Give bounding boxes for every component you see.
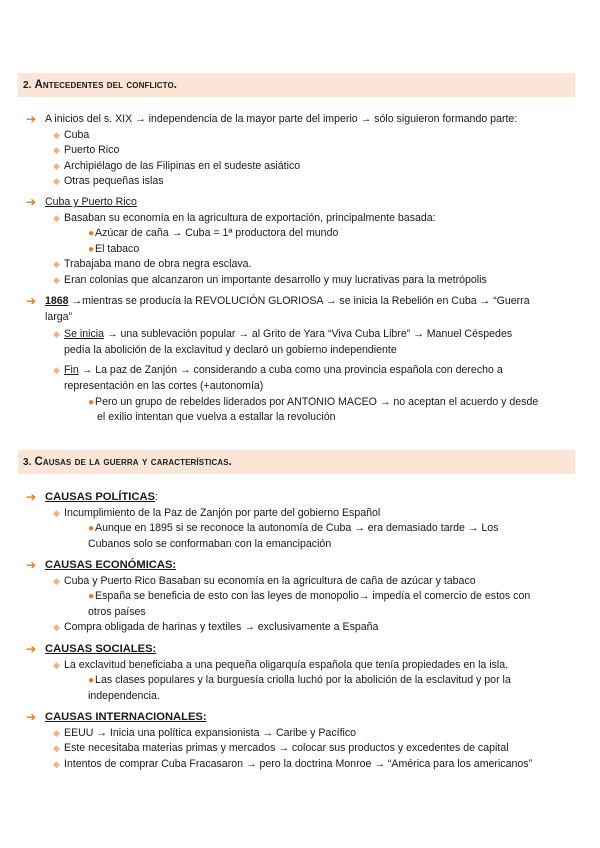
- subtitle-cuba-puerto-rico: Cuba y Puerto Rico: [45, 196, 137, 208]
- sub-item-text: Las clases populares y la burguesía criolla luchó por la abolición de la esclavitud y por la: [95, 674, 511, 687]
- list-item-continuation: [26, 343, 566, 359]
- label-fin: Fin: [64, 364, 79, 377]
- sub-list-item: [26, 521, 566, 537]
- list-item-text: Trabajaba mano de obra negra esclava.: [64, 258, 252, 271]
- diamond-icon: ◆: [53, 160, 60, 171]
- dot-icon: ●: [88, 228, 95, 240]
- diamond-icon: ◆: [53, 176, 60, 187]
- list-item: [26, 741, 566, 757]
- bullet-row: [26, 294, 566, 310]
- list-item-text: Otras pequeñas islas: [64, 175, 164, 188]
- sub-item-text: España se beneficia de esto con las leyes de monopolio→ impedía el comercio de estos con: [95, 590, 531, 603]
- diamond-icon: ◆: [53, 507, 60, 518]
- bullet-row: [26, 558, 566, 574]
- list-item: [26, 658, 566, 674]
- diamond-icon: ◆: [53, 727, 60, 738]
- list-item: [26, 726, 566, 742]
- list-item: [26, 159, 566, 175]
- diamond-icon: ◆: [53, 212, 60, 223]
- sub-item-text: el exilio intentan que vuelva a estallar la revolución: [97, 411, 336, 424]
- section-header-causas: [18, 450, 575, 474]
- bullet-row: [26, 710, 566, 726]
- paragraph-continuation: [26, 310, 566, 326]
- list-item: [26, 363, 566, 379]
- sub-item-text: Aunque en 1895 si se reconoce la autonomía de Cuba → era demasiado tarde → Los: [95, 522, 499, 535]
- diamond-icon: ◆: [53, 743, 60, 754]
- diamond-icon: ◆: [53, 259, 60, 270]
- bullet-row: [26, 642, 566, 658]
- list-item-text: Basaban su economía en la agricultura de exportación, principalmente basada:: [64, 211, 436, 224]
- list-item: [26, 143, 566, 159]
- list-item-text: Cuba: [64, 128, 90, 141]
- arrow-icon: ➔: [26, 642, 37, 656]
- colon: :: [155, 491, 158, 503]
- sub-list-item-continuation: [26, 537, 566, 553]
- list-item: [26, 174, 566, 190]
- list-item-text: representación en las cortes (+autonomía): [64, 379, 264, 392]
- paragraph-text: →mientras se producía la REVOLUCIÓN GLORIOSA → se inicia la Rebelión en Cuba → “Guerra: [68, 295, 530, 307]
- year-1868: 1868: [45, 295, 69, 307]
- antecedentes-block-2: [26, 195, 566, 289]
- list-item-text: Intentos de comprar Cuba Fracasaron → pero la doctrina Monroe → “América para los americanos”: [64, 757, 533, 770]
- causas-politicas-title: CAUSAS POLÍTICAS: [45, 491, 156, 503]
- sub-item-text: independencia.: [88, 689, 160, 702]
- diamond-icon: ◆: [53, 129, 60, 140]
- list-item-text: Cuba y Puerto Rico Basaban su economía en la agricultura de caña de azúcar y tabaco: [64, 574, 476, 587]
- dot-icon: ●: [88, 396, 95, 408]
- sub-item-text: otros países: [88, 605, 146, 618]
- arrow-icon: ➔: [26, 558, 37, 572]
- arrow-icon: ➔: [26, 294, 37, 308]
- paragraph-text: larga”: [45, 310, 73, 323]
- causas-internacionales-title: CAUSAS INTERNACIONALES:: [45, 711, 207, 723]
- sub-list-item-continuation: [26, 605, 566, 621]
- arrow-icon: ➔: [26, 112, 37, 126]
- diamond-icon: ◆: [53, 622, 60, 633]
- list-item-text: Compra obligada de harinas y textiles → exclusivamente a España: [64, 621, 379, 634]
- diamond-icon: ◆: [53, 575, 60, 586]
- section-header-antecedentes: [18, 73, 575, 97]
- sub-list-item-continuation: [26, 689, 566, 705]
- diamond-icon: ◆: [53, 758, 60, 769]
- arrow-icon: ➔: [26, 490, 37, 504]
- label-se-inicia: Se inicia: [64, 328, 105, 341]
- antecedentes-block-1: [26, 112, 566, 190]
- causas-internacionales: [26, 710, 566, 772]
- list-item: [26, 506, 566, 522]
- diamond-icon: ◆: [53, 329, 60, 340]
- dot-icon: ●: [88, 591, 95, 603]
- list-item-text: Este necesitaba materias primas y mercados → colocar sus productos y excedentes de capital: [64, 742, 509, 755]
- diamond-icon: ◆: [53, 365, 60, 376]
- list-item-text: Puerto Rico: [64, 144, 120, 157]
- list-item-text: → La paz de Zanjón → considerando a cuba como una provincia española con derecho a: [78, 364, 503, 377]
- antecedentes-block-3: [26, 294, 566, 426]
- list-item: [26, 574, 566, 590]
- sub-item-text: Pero un grupo de rebeldes liderados por ANTONIO MACEO → no aceptan el acuerdo y desde: [95, 395, 539, 408]
- list-item-text: pedía la abolición de la exclavitud y declaró un gobierno independiente: [64, 343, 397, 356]
- list-item-text: EEUU → Inicia una política expansionista → Caribe y Pacífico: [64, 726, 357, 739]
- section-number: 2.: [23, 80, 32, 91]
- causas-politicas: [26, 490, 566, 552]
- list-item: [26, 128, 566, 144]
- bullet-row: [26, 490, 566, 506]
- list-item: [26, 620, 566, 636]
- diamond-icon: ◆: [53, 274, 60, 285]
- causas-sociales: [26, 642, 566, 704]
- section-title: Causas de la guerra y características.: [34, 456, 232, 468]
- dot-icon: ●: [88, 675, 95, 687]
- diamond-icon: ◆: [53, 145, 60, 156]
- list-item-text: → una sublevación popular → al Grito de Yara “Viva Cuba Libre” → Manuel Céspedes: [104, 328, 513, 341]
- list-item: [26, 211, 566, 227]
- list-item: [26, 327, 566, 343]
- causas-economicas: [26, 558, 566, 636]
- sub-item-text: Azúcar de caña → Cuba = 1ª productora del mundo: [95, 227, 339, 240]
- list-item-text: Eran colonias que alcanzaron un importante desarrollo y muy lucrativas para la metrópolis: [64, 273, 487, 286]
- paragraph-text: A inicios del s. XIX → independencia de la mayor parte del imperio → sólo siguieron formando parte:: [45, 113, 518, 125]
- diamond-icon: ◆: [53, 659, 60, 670]
- sub-list-item: [26, 589, 566, 605]
- causas-economicas-title: CAUSAS ECONÓMICAS:: [45, 559, 177, 571]
- section-number: 3.: [23, 457, 32, 468]
- sub-list-item: [26, 673, 566, 689]
- sub-list-item: [26, 395, 566, 411]
- sub-item-text: El tabaco: [95, 242, 140, 255]
- list-item-continuation: [26, 379, 566, 395]
- arrow-icon: ➔: [26, 710, 37, 724]
- list-item-text: Incumplimiento de la Paz de Zanjón por parte del gobierno Español: [64, 506, 381, 519]
- dot-icon: ●: [88, 243, 95, 255]
- list-item: [26, 257, 566, 273]
- sub-list-item: [26, 226, 566, 242]
- sub-item-text: Cubanos solo se conformaban con la emancipación: [88, 537, 332, 550]
- list-item: [26, 273, 566, 289]
- arrow-icon: ➔: [26, 195, 37, 209]
- section-title: Antecedentes del conflicto.: [34, 79, 178, 91]
- bullet-row: [26, 112, 566, 128]
- dot-icon: ●: [88, 523, 95, 535]
- bullet-row: [26, 195, 566, 211]
- causas-sociales-title: CAUSAS SOCIALES:: [45, 643, 157, 655]
- sub-list-item: [26, 242, 566, 258]
- list-item-text: La exclavitud beneficiaba a una pequeña oligarquía española que tenía propiedades en la isla.: [64, 658, 509, 671]
- sub-list-item-continuation: [26, 410, 566, 426]
- list-item: [26, 757, 566, 773]
- list-item-text: Archipiélago de las Filipinas en el sudeste asiático: [64, 159, 301, 172]
